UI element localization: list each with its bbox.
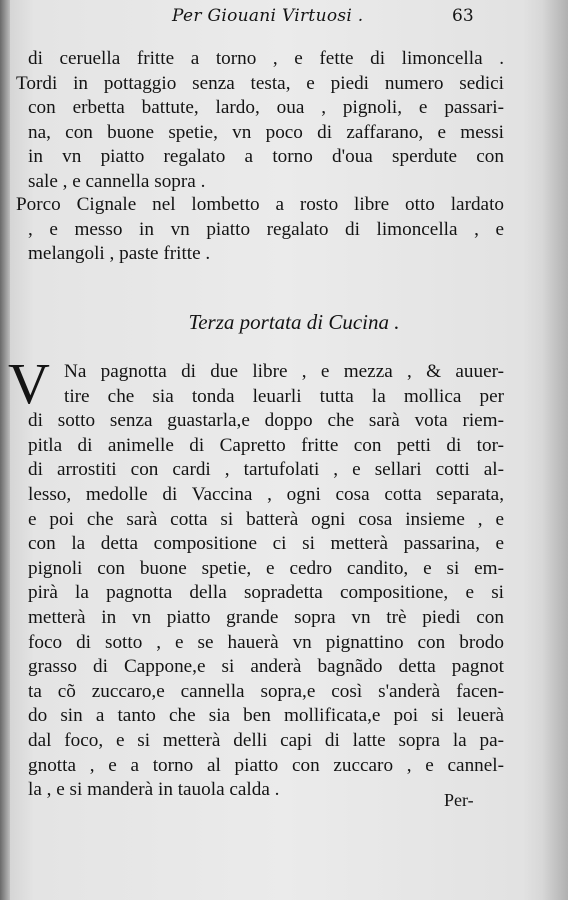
text-line: melangoli , paste fritte .	[28, 243, 211, 265]
text-line: na, con buone spetie, vn poco di zaffarano, e messi	[28, 121, 504, 143]
page-header	[0, 2, 568, 30]
text-line: do sin a tanto che sia ben mollificata,e poi si leuerà	[28, 705, 504, 727]
text-line: Tordi in pottaggio senza testa, e piedi numero sedici	[16, 72, 504, 94]
text-line: ta cõ zuccaro,e cannella sopra,e così s'anderà facen-	[28, 680, 504, 702]
catchword: Per-	[444, 790, 474, 810]
text-line: con la detta compositione ci si metterà passarina, e	[28, 533, 504, 555]
running-head: Per Giouani Virtuosi .	[172, 6, 364, 26]
recipe-block-pagnotta	[16, 360, 504, 803]
text-line: foco di sotto , e se hauerà vn pignattino con brodo	[28, 631, 504, 653]
text-line: con erbetta battute, lardo, oua , pignoli, e passari-	[28, 97, 504, 119]
text-line: la , e si manderà in tauola calda .	[28, 779, 280, 801]
text-line: pitla di animelle di Capretto fritte con petti di tor-	[28, 434, 504, 456]
text-line: , e messo in vn piatto regalato di limoncella , e	[28, 218, 504, 240]
text-line: grasso di Cappone,e si anderà bagnãdo detta pagnot	[28, 656, 504, 678]
text-line: pirà la pagnotta della sopradetta compositione, e si	[28, 582, 504, 604]
text-line: metterà in vn piatto grande sopra vn trè piedi con	[28, 606, 504, 628]
text-line: Na pagnotta di due libre , e mezza , & auuer-	[64, 361, 504, 382]
text-line: gnotta , e a torno al piatto con zuccaro , e cannel-	[28, 754, 504, 776]
recipe-block-tordi	[16, 47, 504, 195]
text-line: sale , e cannella sopra .	[28, 170, 206, 192]
recipe-block-porco-cignale	[16, 193, 504, 267]
section-heading: Terza portata di Cucina .	[188, 310, 400, 334]
text-line: tire che sia tonda leuarli tutta la mollica per	[64, 385, 504, 407]
text-line: di ceruella fritte a torno , e fette di limoncella .	[28, 48, 504, 69]
page-edge-shadow	[542, 0, 568, 900]
drop-cap: V	[8, 351, 50, 416]
text-line: Porco Cignale nel lombetto a rosto libre otto lardato	[16, 194, 504, 215]
text-line: pignoli con buone spetie, e cedro candito, e si em-	[28, 557, 504, 579]
text-line: e poi che sarà cotta si batterà ogni cosa insieme , e	[28, 508, 504, 530]
text-line: dal foco, e si metterà delli capi di latte sopra la pa-	[28, 729, 504, 751]
page-gutter-shadow	[0, 0, 10, 900]
text-line: in vn piatto regalato a torno d'oua sperdute con	[28, 146, 504, 168]
text-line: lesso, medolle di Vaccina , ogni cosa cotta separata,	[28, 483, 504, 505]
text-line: di arrostiti con cardi , tartufolati , e sellari cotti al-	[28, 459, 504, 481]
page-number: 63	[452, 6, 474, 26]
text-line: di sotto senza guastarla,e doppo che sarà vota riem-	[28, 410, 504, 432]
